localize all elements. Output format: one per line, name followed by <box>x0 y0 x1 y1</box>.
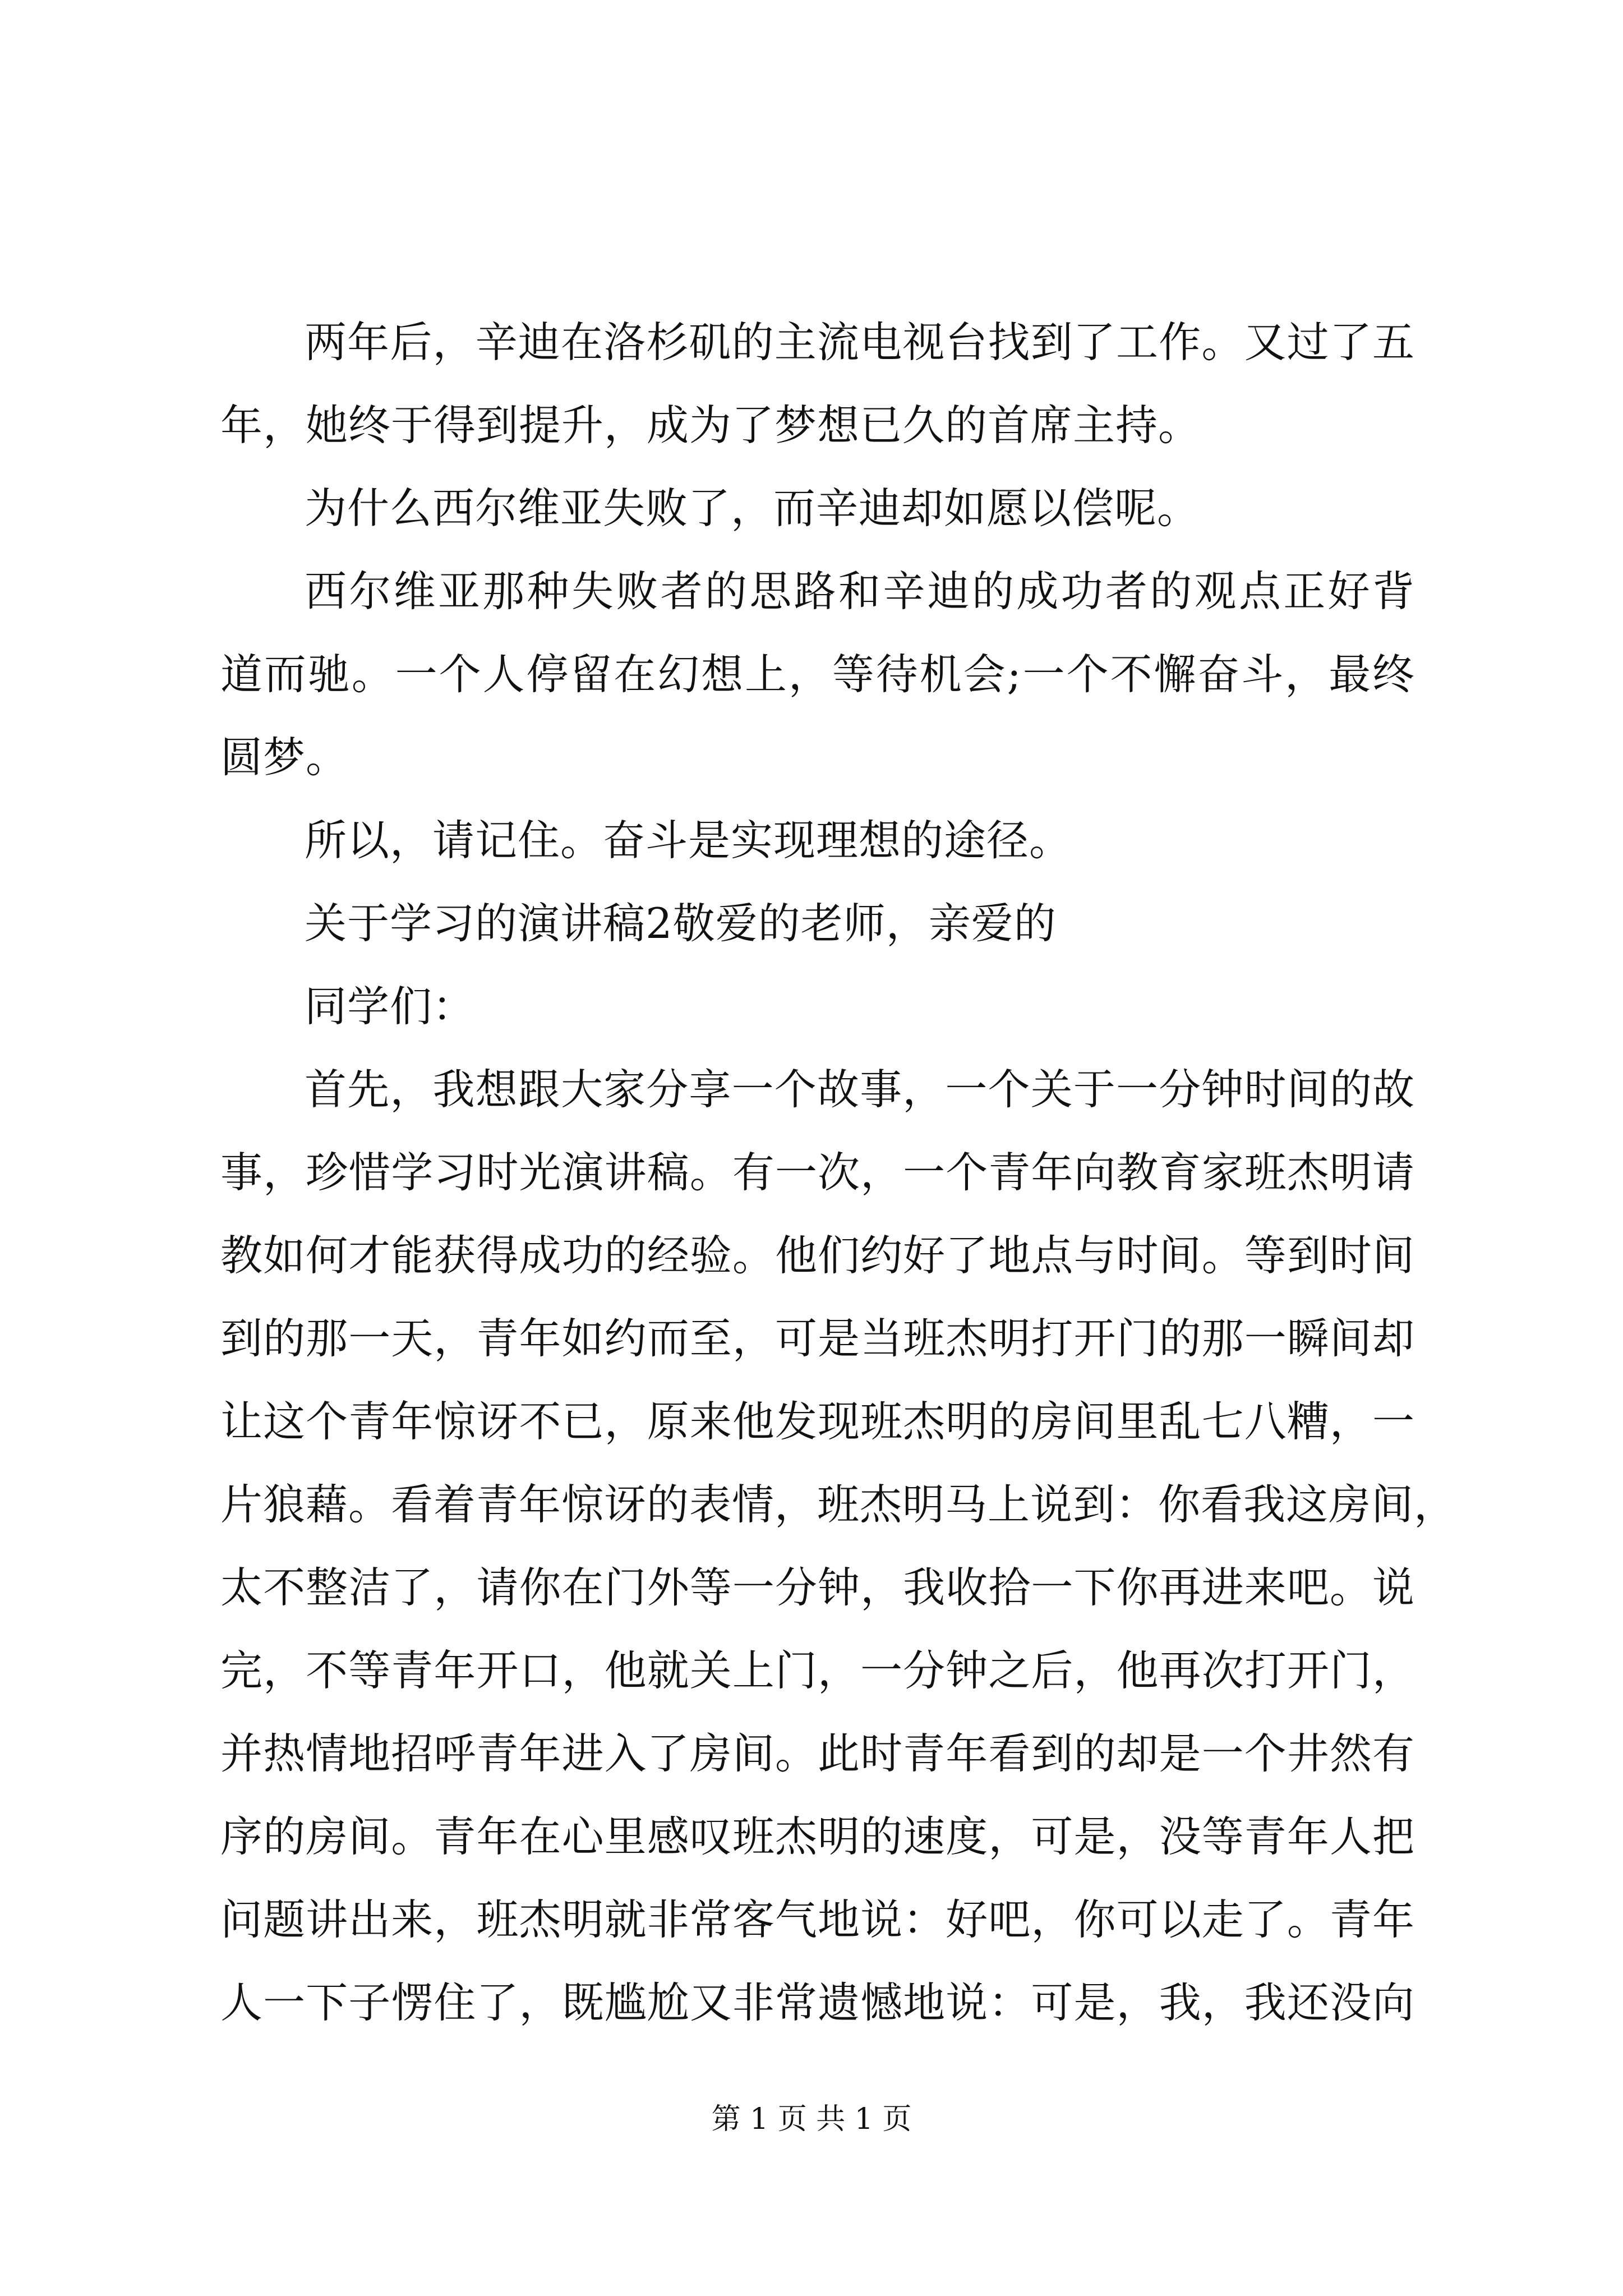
text-line: 并热情地招呼青年进入了房间。此时青年看到的却是一个井然有 <box>220 1729 1415 1778</box>
text-line: 事，珍惜学习时光演讲稿。有一次，一个青年向教育家班杰明请 <box>220 1148 1415 1197</box>
text-line: 关于学习的演讲稿2敬爱的老师，亲爱的 <box>305 899 1057 948</box>
text-line: 问题讲出来，班杰明就非常客气地说：好吧，你可以走了。青年 <box>220 1895 1415 1944</box>
text-line: 序的房间。青年在心里感叹班杰明的速度，可是，没等青年人把 <box>220 1812 1415 1861</box>
text-line: 太不整洁了，请你在门外等一分钟，我收拾一下你再进来吧。说 <box>220 1563 1415 1612</box>
text-line: 让这个青年惊讶不已，原来他发现班杰明的房间里乱七八糟，一 <box>220 1397 1415 1446</box>
text-line: 同学们： <box>305 982 476 1031</box>
text-line: 教如何才能获得成功的经验。他们约好了地点与时间。等到时间 <box>220 1231 1415 1280</box>
text-line: 片狼藉。看着青年惊讶的表情，班杰明马上说到：你看我这房间， <box>220 1480 1457 1529</box>
text-line: 圆梦。 <box>220 733 349 782</box>
text-line: 西尔维亚那种失败者的思路和辛迪的成功者的观点正好背 <box>305 567 1415 616</box>
text-line: 所以，请记住。奋斗是实现理想的途径。 <box>305 816 1072 865</box>
document-body <box>220 301 1457 2044</box>
text-line: 首先，我想跟大家分享一个故事，一个关于一分钟时间的故 <box>305 1065 1415 1114</box>
text-line: 人一下子愣住了，既尴尬又非常遗憾地说：可是，我，我还没向 <box>220 1978 1415 2027</box>
text-line: 到的那一天，青年如约而至，可是当班杰明打开门的那一瞬间却 <box>220 1314 1415 1363</box>
text-line: 年，她终于得到提升，成为了梦想已久的首席主持。 <box>220 401 1201 450</box>
text-line: 为什么西尔维亚失败了，而辛迪却如愿以偿呢。 <box>305 484 1200 533</box>
text-line: 完，不等青年开口，他就关上门，一分钟之后，他再次打开门， <box>220 1646 1415 1695</box>
page-footer: 第 1 页 共 1 页 <box>711 2102 912 2136</box>
text-line: 两年后，辛迪在洛杉矶的主流电视台找到了工作。又过了五 <box>305 318 1415 367</box>
text-line: 道而驰。一个人停留在幻想上，等待机会;一个不懈奋斗，最终 <box>220 650 1415 699</box>
